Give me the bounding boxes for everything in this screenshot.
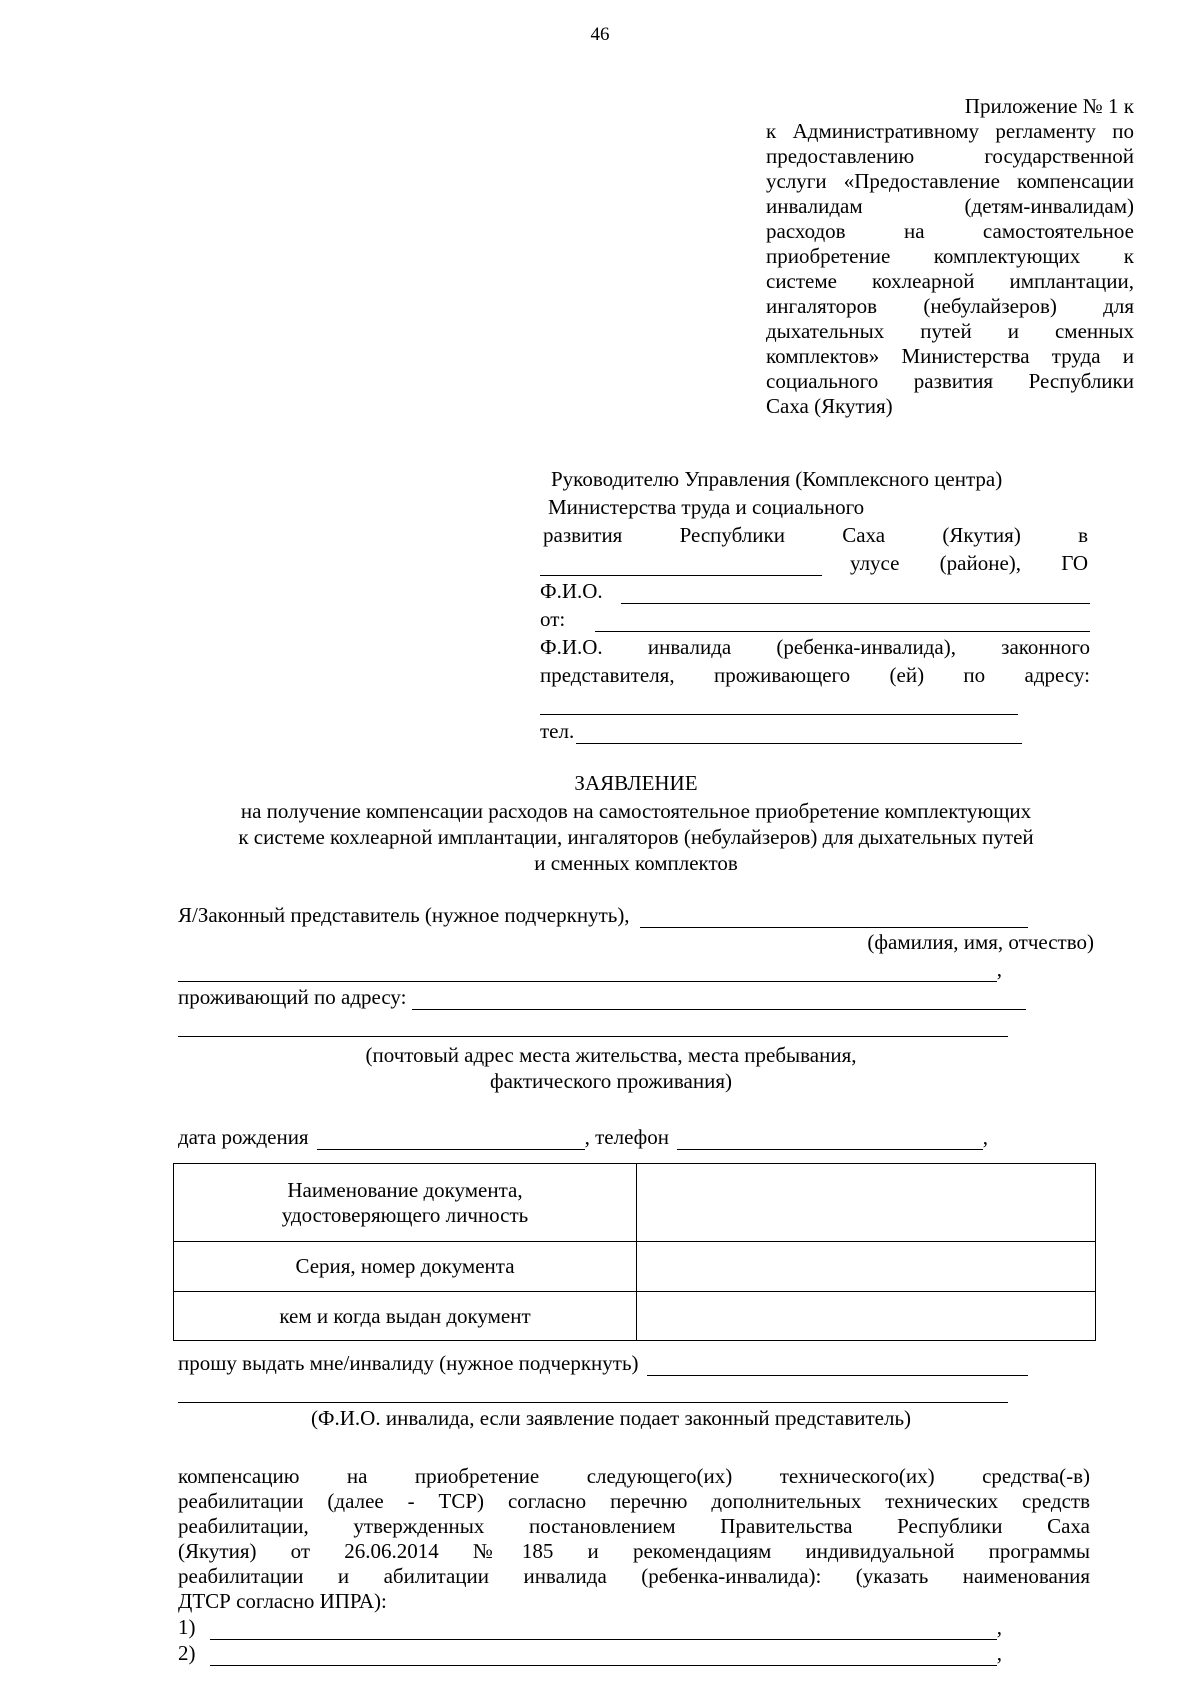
comma: , bbox=[996, 1615, 1002, 1639]
table-cell-label bbox=[174, 1164, 637, 1242]
request-label: прошу выдать мне/инвалиду (нужное подчеркнуть) bbox=[178, 1351, 639, 1375]
district-label: улусе (районе), ГО bbox=[850, 551, 1088, 575]
applicant-name-blank[interactable] bbox=[640, 909, 1028, 928]
doc-issued-label: кем и когда выдан документ bbox=[174, 1292, 637, 1341]
tsr-item-2-blank[interactable] bbox=[210, 1647, 997, 1666]
doc-name-label-2: удостоверяющего личность bbox=[281, 1202, 529, 1227]
comma: , bbox=[982, 1125, 988, 1149]
addressee-district-row bbox=[540, 551, 1088, 576]
residence-blank[interactable] bbox=[412, 991, 1026, 1010]
doc-name-value[interactable] bbox=[637, 1164, 1096, 1242]
doc-series-value[interactable] bbox=[637, 1242, 1096, 1292]
from-label: от: bbox=[540, 607, 566, 631]
request-blank-2[interactable] bbox=[178, 1384, 1008, 1403]
birth-label: дата рождения bbox=[178, 1125, 309, 1149]
applicant-row bbox=[178, 903, 1028, 928]
tsr-item-1-row bbox=[178, 1615, 1002, 1640]
comma: , bbox=[996, 1641, 1002, 1665]
addressee-line-3: развития Республики Саха (Якутия) в bbox=[543, 523, 1088, 547]
annex-line: приобретение комплектующих к bbox=[766, 244, 1134, 268]
fio-label: Ф.И.О. bbox=[540, 579, 603, 603]
phone-row bbox=[540, 719, 1022, 744]
compensation-line: реабилитации, утвержденных постановлением Правительства Республики Саха bbox=[178, 1514, 1090, 1538]
tsr-item-1-number: 1) bbox=[178, 1615, 196, 1639]
compensation-line: реабилитации (далее - ТСР) согласно перечню дополнительных технических средств bbox=[178, 1489, 1090, 1513]
applicant-line-1: Ф.И.О. инвалида (ребенка-инвалида), законного bbox=[540, 635, 1090, 659]
annex-line: к Административному регламенту по bbox=[766, 119, 1134, 143]
annex-line: предоставлению государственной bbox=[766, 144, 1134, 168]
annex-line: Приложение № 1 к bbox=[964, 94, 1134, 118]
tsr-item-2-row bbox=[178, 1641, 1002, 1666]
compensation-line: ДТСР согласно ИПРА): bbox=[178, 1589, 387, 1613]
addressee-line-2: Министерства труда и социального bbox=[548, 495, 865, 519]
doc-series-label: Серия, номер документа bbox=[174, 1242, 637, 1292]
residence-label: проживающий по адресу: bbox=[178, 985, 407, 1009]
phone-blank[interactable] bbox=[576, 725, 1022, 744]
request-hint: (Ф.И.О. инвалида, если заявление подает законный представитель) bbox=[310, 1406, 912, 1430]
table-row bbox=[174, 1164, 1096, 1242]
request-row bbox=[178, 1351, 1028, 1376]
address-blank[interactable] bbox=[540, 696, 1018, 715]
compensation-line: реабилитации и абилитации инвалида (ребенка-инвалида): (указать наименования bbox=[178, 1564, 1090, 1588]
phone-label: тел. bbox=[540, 719, 575, 743]
doc-issued-value[interactable] bbox=[637, 1292, 1096, 1341]
annex-line: ингаляторов (небулайзеров) для bbox=[766, 294, 1134, 318]
identity-document-table bbox=[173, 1163, 1096, 1341]
annex-line: расходов на самостоятельное bbox=[766, 219, 1134, 243]
applicant-name-blank-2[interactable] bbox=[178, 963, 997, 982]
annex-block bbox=[766, 94, 1134, 419]
table-row bbox=[174, 1292, 1096, 1341]
annex-line: комплектов» Министерства труда и bbox=[766, 344, 1134, 368]
tsr-item-2-number: 2) bbox=[178, 1641, 196, 1665]
from-blank[interactable] bbox=[595, 613, 1090, 632]
tsr-item-1-blank[interactable] bbox=[210, 1621, 997, 1640]
document-title: ЗАЯВЛЕНИЕ bbox=[574, 771, 698, 795]
applicant-line-2: представителя, проживающего (ей) по адресу: bbox=[540, 663, 1090, 687]
compensation-line: компенсацию на приобретение следующего(их) технического(их) средства(-в) bbox=[178, 1464, 1090, 1488]
phone-blank-2[interactable] bbox=[677, 1131, 983, 1150]
table-row bbox=[174, 1242, 1096, 1292]
applicant-name-row-2 bbox=[178, 957, 1002, 982]
fio-row bbox=[540, 579, 1090, 604]
page-number: 46 bbox=[590, 24, 610, 45]
fio-blank[interactable] bbox=[621, 585, 1090, 604]
annex-line: дыхательных путей и сменных bbox=[766, 319, 1134, 343]
document-subtitle-3: и сменных комплектов bbox=[534, 851, 738, 875]
annex-line: инвалидам (детям-инвалидам) bbox=[766, 194, 1134, 218]
applicant-label: Я/Законный представитель (нужное подчеркнуть), bbox=[178, 903, 630, 927]
birth-date-blank[interactable] bbox=[317, 1131, 585, 1150]
residence-row bbox=[178, 985, 1026, 1010]
compensation-paragraph bbox=[178, 1464, 1090, 1614]
annex-line: системе кохлеарной имплантации, bbox=[766, 269, 1134, 293]
addressee-line-1: Руководителю Управления (Комплексного центра) bbox=[551, 467, 1003, 491]
document-subtitle-2: к системе кохлеарной имплантации, ингаляторов (небулайзеров) для дыхательных путей bbox=[238, 825, 1034, 849]
annex-line: услуги «Предоставление компенсации bbox=[766, 169, 1134, 193]
birth-phone-row bbox=[178, 1125, 988, 1150]
residence-blank-2[interactable] bbox=[178, 1018, 1008, 1037]
annex-line: социального развития Республики bbox=[766, 369, 1134, 393]
annex-line: Саха (Якутия) bbox=[766, 394, 893, 418]
address-hint-1: (почтовый адрес места жительства, места пребывания, bbox=[365, 1043, 857, 1067]
compensation-line: (Якутия) от 26.06.2014 №185 и рекомендациям индивидуальной программы bbox=[178, 1539, 1090, 1563]
address-hint-2: фактического проживания) bbox=[489, 1069, 733, 1093]
request-blank[interactable] bbox=[647, 1357, 1028, 1376]
from-row bbox=[540, 607, 1090, 632]
document-subtitle-1: на получение компенсации расходов на самостоятельное приобретение комплектующих bbox=[240, 799, 1032, 823]
district-blank[interactable] bbox=[540, 557, 822, 576]
comma: , bbox=[996, 957, 1002, 981]
phone-label-2: , телефон bbox=[584, 1125, 669, 1149]
fio-hint: (фамилия, имя, отчество) bbox=[867, 930, 1094, 954]
doc-name-label-1: Наименование документа, bbox=[287, 1177, 523, 1202]
